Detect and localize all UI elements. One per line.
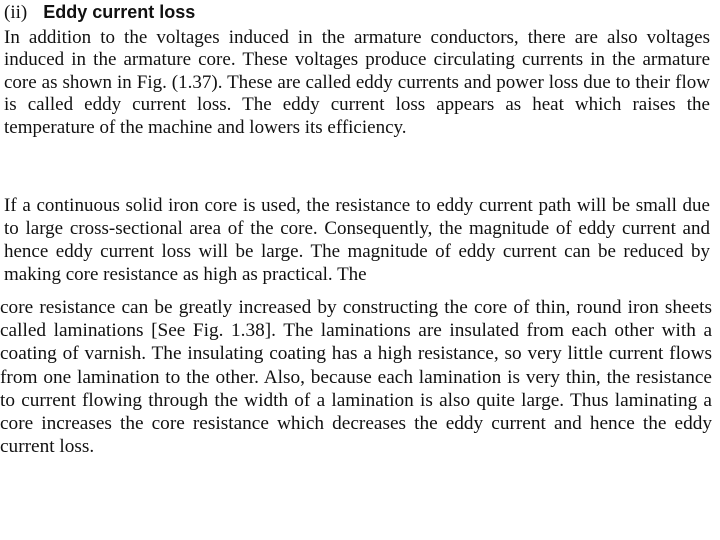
paragraph-solid-core: If a continuous solid iron core is used, the resistance to eddy current path will be small due to large cross-sectional area of the core. Consequently, the magnitude of eddy current and hence eddy current loss will be large. The magnitude of eddy current can be reduced by making core resistance as high as practical. The [4,195,710,285]
section-number: (ii) [4,2,28,23]
section-title: Eddy current loss [43,2,196,22]
section-heading [4,1,195,24]
paragraph-laminations: core resistance can be greatly increased by constructing the core of thin, round iron sheets called laminations [See Fig. 1.38]. The laminations are insulated from each other with a coating of varnish. The insulating coating has a high resistance, so very little current flows from one lamination to the other. Also, because each lamination is very thin, the resistance to current flowing through the width of a lamination is also quite large. Thus laminating a core increases the core resistance which decreases the eddy current and hence the eddy current loss. [0,297,712,458]
paragraph-eddy-current-intro: In addition to the voltages induced in the armature conductors, there are also voltages induced in the armature core. These voltages produce circulating currents in the armature core as shown in Fig. (1.37). These are called eddy currents and power loss due to their flow is called eddy current loss. The eddy current loss appears as heat which raises the temperature of the machine and lowers its efficiency. [4,27,710,138]
